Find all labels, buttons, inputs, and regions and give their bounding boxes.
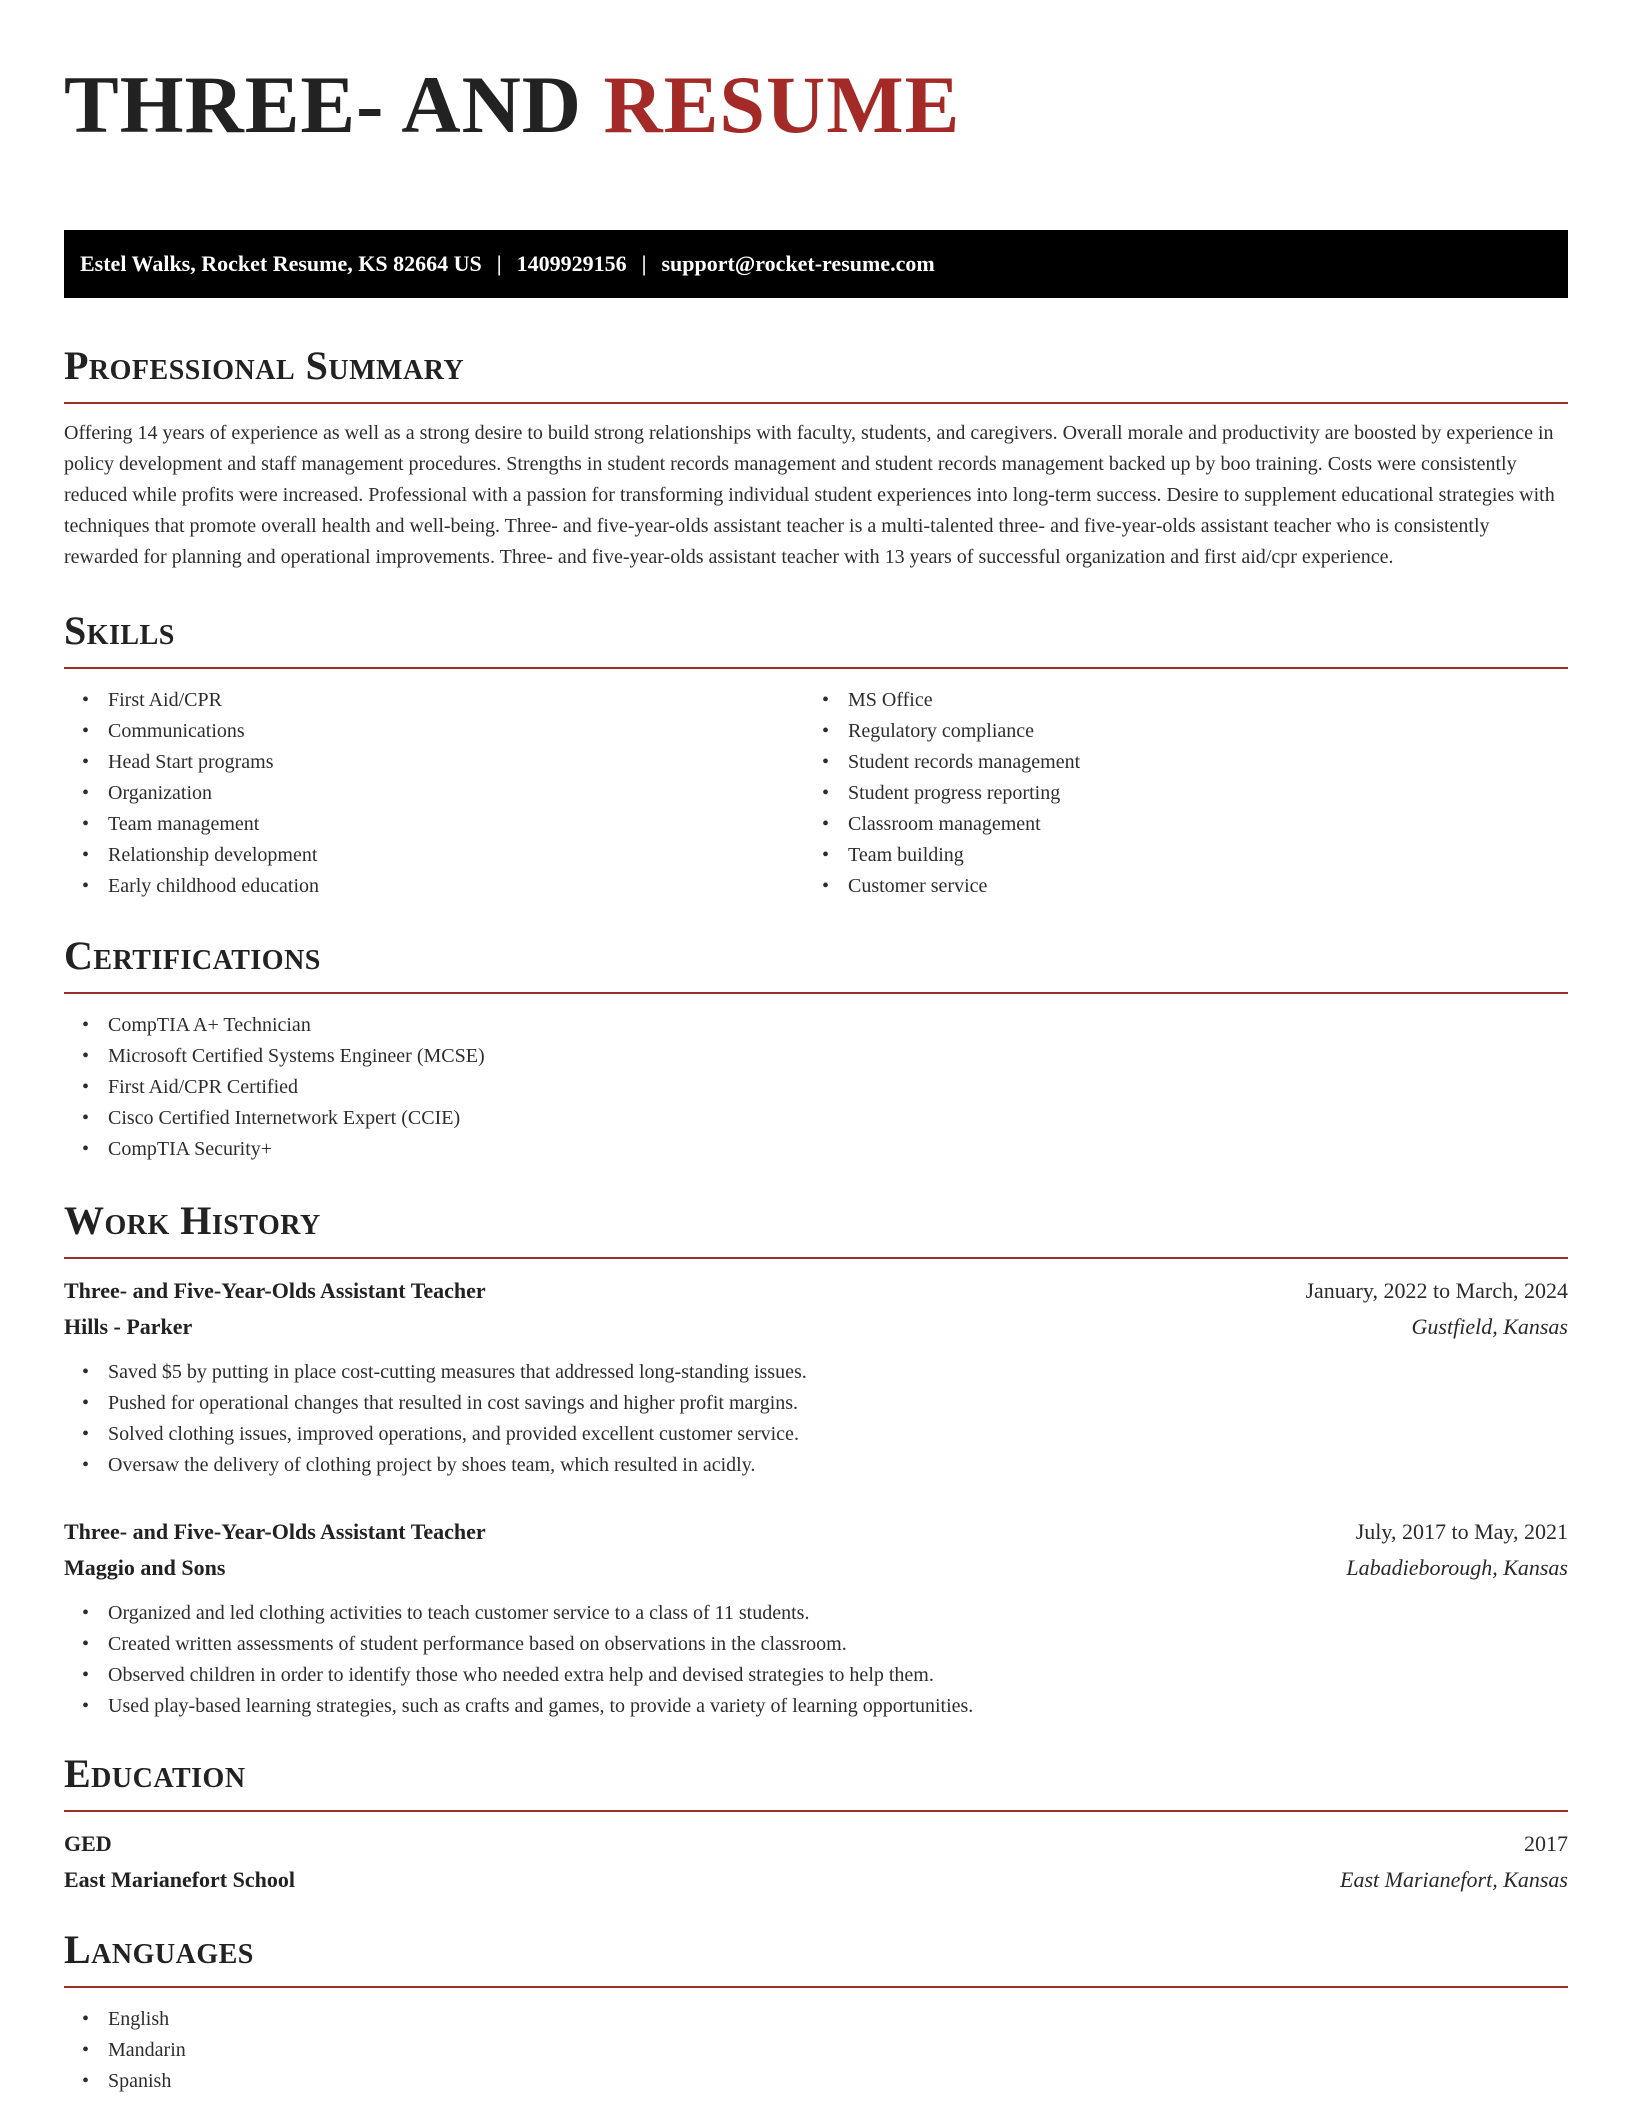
skill-label: Classroom management	[848, 813, 1041, 835]
list-item	[64, 685, 804, 716]
job-location: Labadieborough, Kansas	[1346, 1555, 1568, 1580]
list-item	[64, 778, 804, 809]
list-item	[64, 1388, 1568, 1419]
certification-label: CompTIA Security+	[108, 1138, 273, 1160]
bullet-icon: •	[82, 1361, 90, 1383]
job-location: Gustfield, Kansas	[1411, 1314, 1568, 1339]
bullet-icon: •	[82, 689, 90, 711]
list-item	[64, 1103, 1568, 1134]
certification-label: Microsoft Certified Systems Engineer (MCSE)	[108, 1045, 485, 1067]
list-item	[64, 2035, 1568, 2066]
bullet-icon: •	[82, 1602, 90, 1624]
work-history-section	[64, 1198, 1568, 1722]
contact-email: support@rocket-resume.com	[661, 251, 935, 276]
section-heading: Skills	[64, 608, 175, 653]
skill-label: Regulatory compliance	[848, 720, 1035, 742]
list-item	[804, 809, 1544, 840]
education-school: East Marianefort School	[64, 1867, 295, 1892]
skills-list-left	[64, 685, 804, 902]
bullet-icon: •	[82, 2070, 90, 2092]
bullet-icon: •	[82, 1633, 90, 1655]
skill-label: Head Start programs	[108, 751, 274, 773]
name-last: RESUME	[603, 59, 961, 150]
bullet-icon: •	[822, 720, 830, 742]
skills-section	[64, 608, 1568, 902]
list-item	[64, 2004, 1568, 2035]
bullet-icon: •	[82, 1392, 90, 1414]
skill-label: Student progress reporting	[848, 782, 1061, 804]
skills-list-right	[804, 685, 1544, 902]
bullet-icon: •	[82, 2008, 90, 2030]
bullet-icon: •	[822, 689, 830, 711]
certification-label: CompTIA A+ Technician	[108, 1014, 311, 1036]
bullet-icon: •	[82, 1138, 90, 1160]
list-item	[804, 716, 1544, 747]
job-dates: July, 2017 to May, 2021	[1355, 1519, 1568, 1544]
bullet-icon: •	[82, 875, 90, 897]
bullet-icon: •	[82, 813, 90, 835]
section-divider	[64, 992, 1568, 994]
list-item	[64, 747, 804, 778]
education-entry	[64, 1826, 1568, 1898]
skill-label: First Aid/CPR	[108, 689, 222, 711]
skill-label: MS Office	[848, 689, 933, 711]
contact-bar	[64, 230, 1568, 298]
list-item	[64, 1072, 1568, 1103]
resume-name	[64, 54, 1568, 164]
certifications-section	[64, 933, 1568, 1165]
language-label: Spanish	[108, 2070, 172, 2092]
certification-label: Cisco Certified Internetwork Expert (CCIE)	[108, 1107, 461, 1129]
education-header-row	[64, 1826, 1568, 1862]
bullet-icon: •	[82, 1664, 90, 1686]
skill-label: Organization	[108, 782, 213, 804]
certification-label: First Aid/CPR Certified	[108, 1076, 299, 1098]
bullet-icon: •	[82, 720, 90, 742]
list-item	[64, 809, 804, 840]
contact-separator: |	[496, 251, 502, 276]
list-item	[64, 1419, 1568, 1450]
list-item	[804, 840, 1544, 871]
bullet-icon: •	[82, 2039, 90, 2061]
bullet-icon: •	[822, 751, 830, 773]
list-item	[804, 778, 1544, 809]
skill-label: Early childhood education	[108, 875, 320, 897]
summary-text: Offering 14 years of experience as well as a strong desire to build strong relationships with faculty, students, and caregivers. Overall morale and productivity are boosted by experience in policy development and staff management procedures. Strengths in student records management and student records management backed up by boo training. Costs were consistently reduced while profits were increased. Professional with a passion for transforming individual student experiences into long-term success. Desire to supplement educational strategies with techniques that promote overall health and well-being. Three- and five-year-olds assistant teacher is a multi-talented three- and five-year-olds assistant teacher who is consistently rewarded for planning and operational improvements. Three- and five-year-olds assistant teacher with 13 years of successful organization and first aid/cpr experience.	[64, 422, 1555, 568]
bullet-icon: •	[822, 782, 830, 804]
job-header-row	[64, 1273, 1568, 1309]
list-item	[64, 871, 804, 902]
job-entry	[64, 1273, 1568, 1481]
contact-address: Estel Walks, Rocket Resume, KS 82664 US	[80, 251, 482, 276]
skills-columns	[64, 685, 1568, 902]
list-item	[64, 1660, 1568, 1691]
skill-label: Communications	[108, 720, 245, 742]
duty-text: Saved $5 by putting in place cost-cutting measures that addressed long-standing issues.	[108, 1361, 807, 1383]
job-company-row	[64, 1550, 1568, 1586]
certifications-list	[64, 1010, 1568, 1165]
bullet-icon: •	[82, 844, 90, 866]
section-heading: Professional Summary	[64, 343, 465, 388]
duty-text: Used play-based learning strategies, such as crafts and games, to provide a variety of learning opportunities.	[108, 1695, 974, 1717]
list-item	[804, 685, 1544, 716]
job-title: Three- and Five-Year-Olds Assistant Teacher	[64, 1278, 486, 1303]
list-item	[64, 1041, 1568, 1072]
skill-label: Team building	[848, 844, 964, 866]
bullet-icon: •	[822, 813, 830, 835]
bullet-icon: •	[82, 1076, 90, 1098]
bullet-icon: •	[822, 875, 830, 897]
duty-text: Observed children in order to identify those who needed extra help and devised strategies to help them.	[108, 1664, 934, 1686]
list-item	[64, 1450, 1568, 1481]
education-degree: GED	[64, 1831, 112, 1856]
section-heading: Work History	[64, 1198, 321, 1243]
duty-text: Solved clothing issues, improved operations, and provided excellent customer service.	[108, 1423, 799, 1445]
education-location: East Marianefort, Kansas	[1340, 1867, 1568, 1892]
duty-text: Oversaw the delivery of clothing project by shoes team, which resulted in acidly.	[108, 1454, 756, 1476]
bullet-icon: •	[82, 1045, 90, 1067]
list-item	[64, 1010, 1568, 1041]
education-year: 2017	[1524, 1831, 1568, 1856]
section-divider	[64, 1810, 1568, 1812]
bullet-icon: •	[82, 1107, 90, 1129]
skill-label: Team management	[108, 813, 260, 835]
education-school-row	[64, 1862, 1568, 1898]
contact-phone: 1409929156	[516, 251, 627, 276]
list-item	[64, 840, 804, 871]
job-duties-list	[64, 1357, 1568, 1481]
list-item	[804, 871, 1544, 902]
job-company-row	[64, 1309, 1568, 1345]
section-heading: Education	[64, 1751, 246, 1796]
bullet-icon: •	[82, 1423, 90, 1445]
section-divider	[64, 402, 1568, 404]
skill-label: Customer service	[848, 875, 988, 897]
job-company: Maggio and Sons	[64, 1555, 226, 1580]
section-heading: Certifications	[64, 933, 321, 978]
education-section	[64, 1751, 1568, 1898]
section-divider	[64, 1986, 1568, 1988]
list-item	[64, 1134, 1568, 1165]
bullet-icon: •	[82, 782, 90, 804]
name-first: THREE- AND	[64, 59, 583, 150]
language-label: English	[108, 2008, 170, 2030]
section-divider	[64, 667, 1568, 669]
section-heading: Languages	[64, 1927, 254, 1972]
list-item	[64, 1691, 1568, 1722]
list-item	[64, 1598, 1568, 1629]
job-duties-list	[64, 1598, 1568, 1722]
bullet-icon: •	[82, 1454, 90, 1476]
bullet-icon: •	[822, 844, 830, 866]
job-dates: January, 2022 to March, 2024	[1305, 1278, 1568, 1303]
section-divider	[64, 1257, 1568, 1259]
languages-list	[64, 2004, 1568, 2097]
skill-label: Relationship development	[108, 844, 318, 866]
job-entry	[64, 1514, 1568, 1722]
job-title: Three- and Five-Year-Olds Assistant Teacher	[64, 1519, 486, 1544]
list-item	[64, 716, 804, 747]
list-item	[804, 747, 1544, 778]
list-item	[64, 2066, 1568, 2097]
duty-text: Created written assessments of student performance based on observations in the classroom.	[108, 1633, 847, 1655]
bullet-icon: •	[82, 1695, 90, 1717]
contact-separator: |	[641, 251, 647, 276]
professional-summary-section	[64, 343, 1568, 573]
languages-section	[64, 1927, 1568, 2097]
language-label: Mandarin	[108, 2039, 186, 2061]
duty-text: Pushed for operational changes that resulted in cost savings and higher profit margins.	[108, 1392, 799, 1414]
job-header-row	[64, 1514, 1568, 1550]
job-company: Hills - Parker	[64, 1314, 193, 1339]
list-item	[64, 1357, 1568, 1388]
skill-label: Student records management	[848, 751, 1081, 773]
duty-text: Organized and led clothing activities to teach customer service to a class of 11 students.	[108, 1602, 810, 1624]
list-item	[64, 1629, 1568, 1660]
bullet-icon: •	[82, 751, 90, 773]
bullet-icon: •	[82, 1014, 90, 1036]
